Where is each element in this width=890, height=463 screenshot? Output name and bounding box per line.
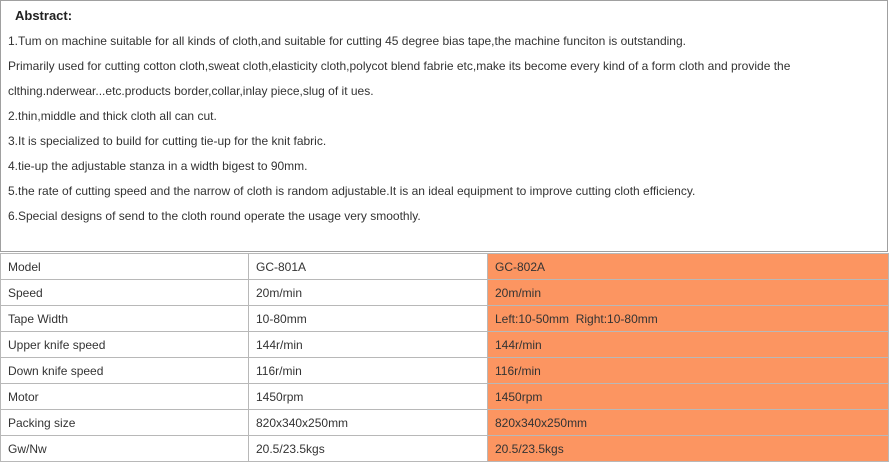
spec-value-gc801a: 20.5/23.5kgs (249, 436, 488, 462)
table-row-packing-size (1, 410, 889, 436)
spec-label: Tape Width (1, 306, 249, 332)
spec-label: Model (1, 254, 249, 280)
spec-value-gc802a: 116r/min (488, 358, 889, 384)
spec-value-gc801a: 1450rpm (249, 384, 488, 410)
spec-label: Gw/Nw (1, 436, 249, 462)
abstract-line-2: Primarily used for cutting cotton cloth,sweat cloth,elasticity cloth,polycot blend fabrie etc,make its become every kind of a form cloth and provide the (8, 59, 791, 73)
abstract-line-5: 3.It is specialized to build for cutting tie-up for the knit fabric. (8, 134, 327, 148)
table-row-speed (1, 280, 889, 306)
table-row-upper-knife-speed (1, 332, 889, 358)
abstract-line-6: 4.tie-up the adjustable stanza in a width bigest to 90mm. (8, 159, 308, 173)
table-row-down-knife-speed (1, 358, 889, 384)
spec-value-gc802a: GC-802A (488, 254, 889, 280)
abstract-line-8: 6.Special designs of send to the cloth round operate the usage very smoothly. (8, 209, 421, 223)
spec-value-gc802a: 820x340x250mm (488, 410, 889, 436)
spec-value-gc801a: 20m/min (249, 280, 488, 306)
spec-value-gc801a: 10-80mm (249, 306, 488, 332)
spec-label: Upper knife speed (1, 332, 249, 358)
abstract-title: Abstract: (15, 8, 73, 23)
spec-table (0, 253, 889, 462)
spec-value-gc801a: 116r/min (249, 358, 488, 384)
abstract-line-1: 1.Tum on machine suitable for all kinds of cloth,and suitable for cutting 45 degree bias tape,the machine funciton is outstanding. (8, 34, 686, 48)
spec-label: Packing size (1, 410, 249, 436)
spec-value-gc801a: 820x340x250mm (249, 410, 488, 436)
spec-value-gc801a: GC-801A (249, 254, 488, 280)
table-row-model (1, 254, 889, 280)
table-row-tape-width (1, 306, 889, 332)
spec-label: Speed (1, 280, 249, 306)
spec-value-gc801a: 144r/min (249, 332, 488, 358)
spec-value-gc802a: 1450rpm (488, 384, 889, 410)
spec-value-gc802a: 20m/min (488, 280, 889, 306)
spec-label: Motor (1, 384, 249, 410)
spec-value-gc802a: Left:10-50mm Right:10-80mm (488, 306, 889, 332)
abstract-line-4: 2.thin,middle and thick cloth all can cut. (8, 109, 217, 123)
table-row-gw-nw (1, 436, 889, 462)
abstract-line-3: clthing.nderwear...etc.products border,collar,inlay piece,slug of it ues. (8, 84, 374, 98)
abstract-line-7: 5.the rate of cutting speed and the narrow of cloth is random adjustable.It is an ideal equipment to improve cutting cloth efficiency. (8, 184, 696, 198)
table-row-motor (1, 384, 889, 410)
spec-value-gc802a: 144r/min (488, 332, 889, 358)
spec-value-gc802a: 20.5/23.5kgs (488, 436, 889, 462)
spec-label: Down knife speed (1, 358, 249, 384)
